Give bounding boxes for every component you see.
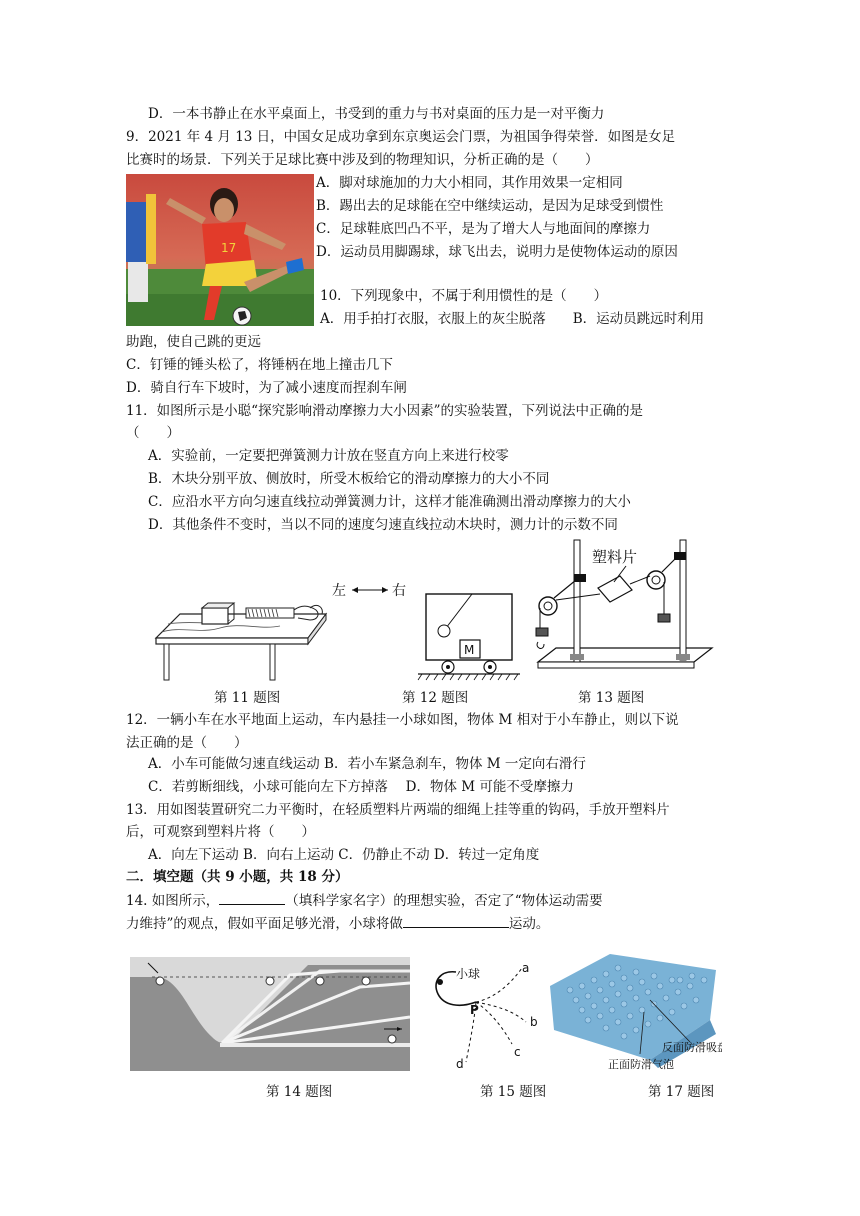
q10-stem: 10．下列现象中，不属于利用惯性的是（ ） (320, 288, 608, 304)
caption-fig-13: 第 13 题图 (578, 690, 645, 706)
figure-14-ramps (130, 957, 410, 1071)
q10-option-b-continued: 助跑，使自己跳的更远 (126, 334, 261, 350)
q14-blank-1[interactable] (219, 890, 285, 905)
q11-option-d: D．其他条件不变时，当以不同的速度匀速直线拉动木块时，测力计的示数不同 (148, 517, 618, 533)
q14-line1 (126, 890, 603, 911)
q14-blank-2[interactable] (403, 913, 509, 928)
front-bubble-label: 正面防滑气泡 (608, 1058, 674, 1071)
q9-option-c: C．足球鞋底凹凸不平，是为了增大人与地面间的摩擦力 (316, 221, 651, 237)
caption-fig-12: 第 12 题图 (402, 690, 469, 706)
figure-13-balance (534, 536, 714, 684)
section-2-heading: 二．填空题（共 9 小题，共 18 分） (126, 869, 349, 885)
plastic-sheet-label: 塑料片 (592, 548, 638, 566)
q8-option-d: D．一本书静止在水平桌面上，书受到的重力与书对桌面的压力是一对平衡力 (148, 106, 605, 122)
path-c-label: c (514, 1045, 521, 1059)
q14-part3: 力维持”的观点，假如平面足够光滑，小球将做 (126, 916, 403, 932)
q14-part1: 14. 如图所示， (126, 893, 220, 909)
q13-stem-line2: 后，可观察到塑料片将（ ） (126, 824, 315, 840)
q12-stem-line1: 12．一辆小车在水平地面上运动，车内悬挂一小球如图，物体 M 相对于小车静止，则以下说 (126, 712, 679, 728)
caption-fig-15: 第 15 题图 (480, 1084, 547, 1100)
q12-options-cd: C．若剪断细线，小球可能向左下方掉落 D．物体 M 可能不受摩擦力 (148, 779, 574, 795)
caption-fig-17: 第 17 题图 (648, 1084, 715, 1100)
q10-option-d: D．骑自行车下坡时，为了减小速度而捏刹车闸 (126, 380, 407, 396)
q9-option-b: B．踢出去的足球能在空中继续运动，是因为足球受到惯性 (316, 198, 664, 214)
q12-options-ab: A．小车可能做匀速直线运动 B．若小车紧急刹车，物体 M 一定向右滑行 (148, 756, 586, 772)
q9-option-a: A．脚对球施加的力大小相同，其作用效果一定相同 (316, 175, 623, 191)
q9-soccer-photo (126, 174, 314, 326)
q13-options: A．向左下运动 B．向右上运动 C．仍静止不动 D．转过一定角度 (148, 847, 540, 863)
q12-stem-line2: 法正确的是（ ） (126, 735, 248, 751)
mass-label: M (464, 643, 475, 657)
figure-12-cart (322, 580, 522, 684)
figure-11-friction-setup (150, 600, 332, 682)
right-label: 右 (392, 583, 406, 599)
q13-stem-line1: 13．用如图装置研究二力平衡时，在轻质塑料片两端的细绳上挂等重的钩码，手放开塑料片 (126, 802, 670, 818)
caption-fig-11: 第 11 题图 (214, 690, 281, 706)
path-a-label: a (522, 962, 530, 975)
q14-line2 (126, 913, 549, 934)
q14-part2: （填科学家名字）的理想实验，否定了“物体运动需要 (285, 893, 603, 909)
left-label: 左 (332, 583, 346, 599)
shirt-number: 17 (221, 241, 237, 255)
q9-stem-line1: 9．2021 年 4 月 13 日，中国女足成功拿到东京奥运会门票，为祖国争得荣誉．如图是女足 (126, 129, 676, 145)
q11-stem-line2: （ ） (126, 425, 180, 441)
q11-option-a: A．实验前，一定要把弹簧测力计放在竖直方向上来进行校零 (148, 448, 509, 464)
path-b-label: b (530, 1015, 538, 1029)
q11-stem-line1: 11．如图所示是小聪“探究影响滑动摩擦力大小因素”的实验装置，下列说法中正确的是 (126, 403, 643, 419)
ball-label: 小球 (456, 967, 481, 981)
figure-17-mat (540, 950, 722, 1074)
q11-option-b: B．木块分别平放、侧放时，所受木板给它的滑动摩擦力的大小不同 (148, 471, 550, 487)
back-suction-label: 反面防滑吸盘 (662, 1041, 722, 1054)
point-p-label: P (470, 1003, 479, 1017)
q9-stem-line2: 比赛时的场景．下列关于足球比赛中涉及到的物理知识，分析正确的是（ ） (126, 152, 599, 168)
q10-option-c: C．钉锤的锤头松了，将锤柄在地上撞击几下 (126, 357, 393, 373)
caption-fig-14: 第 14 题图 (266, 1084, 333, 1100)
q14-part4: 运动。 (508, 916, 550, 932)
q10-option-ab: A．用手拍打衣服，衣服上的灰尘脱落 B．运动员跳远时利用 (320, 311, 705, 327)
path-d-label: d (456, 1057, 464, 1071)
q9-option-d: D．运动员用脚踢球，球飞出去，说明力是使物体运动的原因 (316, 244, 678, 260)
q11-option-c: C．应沿水平方向匀速直线拉动弹簧测力计，这样才能准确测出滑动摩擦力的大小 (148, 494, 631, 510)
figure-15-trajectory (426, 962, 546, 1072)
